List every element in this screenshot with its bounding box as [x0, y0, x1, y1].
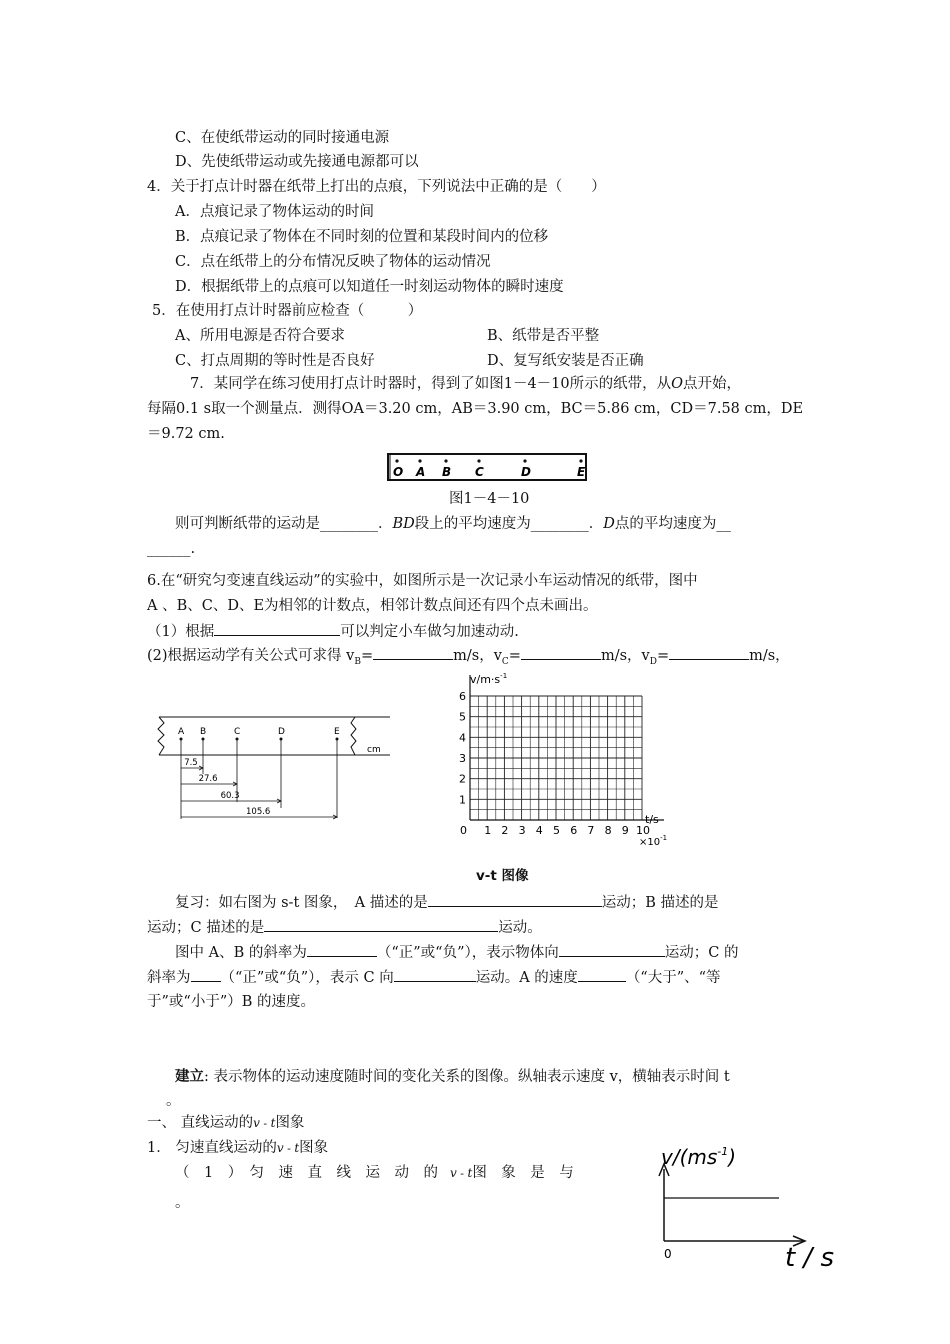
- q6-tape-label-b: B: [200, 727, 207, 737]
- vt-xtick-8: 8: [604, 824, 612, 837]
- q6-sub-c: C: [501, 656, 509, 667]
- q6-tape-torn-right: [351, 717, 356, 755]
- q6-eq-b: =: [360, 648, 374, 664]
- vt-ytick-4: 4: [459, 731, 466, 745]
- q4-option-b: B．点痕记录了物体在不同时刻的位置和某段时间内的位移: [175, 229, 549, 245]
- vt-xtick-4: 4: [535, 824, 543, 837]
- review-l4a: 斜率为: [147, 970, 191, 986]
- q7-line2: 每隔0.1 s取一个测量点．测得OA＝3.20 cm，AB＝3.90 cm，BC＝5.86 cm，CD＝7.58 cm，DE: [147, 401, 804, 417]
- q6-part1: [147, 621, 519, 642]
- vt-ylabel-sup: -1: [500, 672, 508, 680]
- review-line1: [175, 892, 718, 913]
- review-l4c: 运动。A 的速度: [475, 970, 578, 986]
- q6-tape-dist-4: 105.6: [246, 807, 271, 817]
- q7-line1a: 7．某同学在练习使用打点计时器时，得到了如图1－4－10所示的纸带，从: [190, 376, 672, 392]
- q6-eq-d: =: [656, 648, 670, 664]
- q6-tape-unit: cm: [367, 745, 381, 755]
- q7-tape-label-b: B: [442, 465, 452, 479]
- q6-part2a: (2)根据运动学有关公式可求得 v: [147, 648, 355, 664]
- vt-grid-lines: [470, 696, 642, 820]
- q7-d: D: [603, 516, 615, 532]
- q5-stem: 5．在使用打点计时器前应检查（ ）: [152, 303, 423, 319]
- vt-ytick-2: 2: [459, 772, 466, 786]
- q6-unit-b: m/s，v: [453, 648, 502, 664]
- build-label: 建立: [175, 1068, 204, 1085]
- review-line4: [147, 967, 721, 988]
- q5-option-c: C、打点周期的等时性是否良好: [175, 353, 375, 369]
- section1-heading-b: 图象: [275, 1115, 305, 1131]
- section1-v: v: [253, 1116, 260, 1130]
- q4-option-c: C．点在纸带上的分布情况反映了物体的运动情况: [175, 254, 491, 270]
- review-line2: [147, 917, 542, 938]
- vt-xtick-1: 1: [484, 824, 492, 837]
- section1-sub-t: t: [294, 1141, 300, 1155]
- section1-para: [175, 1163, 574, 1184]
- vt-xlabel: t/s: [645, 813, 659, 826]
- q6-eq-c: =: [508, 648, 521, 664]
- review-l2b: 运动。: [498, 920, 542, 936]
- vt-ylabel-text: v/m·s: [470, 673, 501, 686]
- vt-xtick-6: 6: [570, 824, 578, 837]
- q7-tape-label-d: D: [521, 465, 531, 479]
- q4-option-a: A．点痕记录了物体运动的时间: [175, 204, 374, 220]
- q3-option-c: C、在使纸带运动的同时接通电源: [175, 130, 390, 146]
- review-line5: 于”或“小于”）B 的速度。: [147, 994, 316, 1010]
- q6-sub-d: D: [649, 656, 657, 667]
- vt-xtick-10: 10: [636, 824, 650, 837]
- section1-sub: [147, 1138, 328, 1159]
- section1-sub-v: v: [276, 1141, 284, 1155]
- vt-ytick-5: 5: [459, 710, 466, 724]
- review-l3b: （“正”或“负”），表示物体向: [376, 945, 559, 961]
- q6-tape-marks: [178, 727, 340, 819]
- section1-t: t: [270, 1116, 276, 1130]
- q7-line1: [190, 374, 741, 394]
- q7-tape-dot-o: [395, 459, 398, 462]
- review-line3: [175, 942, 738, 963]
- section1-para-dash: -: [456, 1167, 468, 1180]
- q6-blank-vb[interactable]: [373, 645, 453, 660]
- q6-tape-label-d: D: [278, 727, 285, 737]
- q3-option-d: D、先使纸带运动或先接通电源都可以: [175, 154, 419, 170]
- vt-xtick-3: 3: [518, 824, 526, 837]
- vt-x-multiplier: [639, 834, 667, 848]
- section1-heading-a: 一、 直线运动的: [147, 1115, 254, 1131]
- q6-tape-label-e: E: [334, 727, 340, 737]
- q7-line3: ＝9.72 cm.: [147, 426, 225, 442]
- section1-heading: [147, 1113, 304, 1134]
- q5-option-a: A、所用电源是否符合要求: [175, 328, 345, 344]
- review-l2a: 运动；C 描述的是: [147, 920, 265, 936]
- q5-option-d: D、复写纸安装是否正确: [487, 353, 644, 369]
- q6-tape-label-c: C: [234, 727, 241, 737]
- q7-bd: BD: [392, 516, 415, 532]
- uniform-vt-xlabel: t / s: [785, 1243, 835, 1273]
- section1-para-b: 图 象 是 与: [472, 1165, 574, 1181]
- q7-tape-label-c: C: [475, 465, 484, 479]
- q6-stem1: 6.在“研究匀变速直线运动”的实验中，如图所示是一次记录小车运动情况的纸带，图中: [147, 573, 698, 589]
- q7-tape-label-o: O: [393, 465, 404, 479]
- q7-ask-line: [175, 514, 731, 534]
- section1-para-v: v: [449, 1166, 457, 1180]
- uniform-vt-ylabel-end: ): [728, 1145, 737, 1169]
- q6-blank-vd[interactable]: [669, 645, 749, 660]
- q7-tape-label-a: A: [416, 465, 426, 479]
- q6-tape-dist-2: 27.6: [198, 774, 218, 784]
- vt-xtick-7: 7: [587, 824, 595, 837]
- review-blank-cdir[interactable]: [394, 967, 476, 982]
- review-l3c: 运动；C 的: [664, 945, 739, 961]
- uniform-vt-graph: [655, 1138, 845, 1273]
- review-l1a: 复习：如右图为 s-t 图象， A 描述的是: [175, 895, 428, 911]
- uniform-vt-origin: 0: [664, 1247, 672, 1261]
- section1-dash: -: [259, 1117, 271, 1130]
- q4-option-d: D．根据纸带上的点痕可以知道任一时刻运动物体的瞬时速度: [175, 279, 564, 295]
- review-blank-cslope[interactable]: [191, 967, 221, 982]
- review-l3a: 图中 A、B 的斜率为: [175, 945, 307, 961]
- q7-tape-dot-a: [418, 459, 421, 462]
- vt-ytick-6: 6: [459, 690, 466, 703]
- q7-tape-dot-b: [444, 459, 447, 462]
- vt-chart-title: v-t 图像: [476, 868, 529, 884]
- review-l4b: （“正”或“负”），表示 C 向: [220, 970, 394, 986]
- q6-unit-d: m/s，: [749, 648, 790, 664]
- vt-ytick-3: 3: [459, 752, 466, 765]
- q7-tape-label-e: E: [577, 465, 586, 479]
- q6-tape-figure: [150, 712, 390, 824]
- section1-para-t: t: [467, 1166, 473, 1180]
- vt-xtick-5: 5: [553, 824, 560, 837]
- q6-sub-b: B: [354, 656, 361, 667]
- uniform-vt-ylabel-text: v/(ms: [661, 1145, 718, 1169]
- section1-sub-a: 1． 匀速直线运动的: [147, 1140, 277, 1156]
- review-blank-c[interactable]: [264, 917, 498, 932]
- uniform-vt-ylabel: [661, 1145, 736, 1169]
- review-blank-dir[interactable]: [559, 942, 665, 957]
- vt-xtick-2: 2: [501, 824, 509, 837]
- q6-stem2: A 、B、C、D、E为相邻的计数点，相邻计数点间还有四个点未画出。: [147, 598, 598, 614]
- q7-figure-caption: 图1－4－10: [449, 491, 530, 507]
- q6-blank-vc[interactable]: [521, 645, 601, 660]
- q6-tape-torn-left: [158, 717, 164, 755]
- vt-ytick-1: 1: [459, 793, 466, 807]
- q7-tape-dot-c: [477, 459, 480, 462]
- vt-x-multiplier-sup: -1: [660, 834, 668, 842]
- build-line: [175, 1067, 730, 1087]
- review-l1b: 运动；B 描述的是: [601, 895, 719, 911]
- q7-ask1: 则可判断纸带的运动是________．: [175, 516, 393, 532]
- q7-line1b: 点开始，: [683, 376, 742, 392]
- section1-para-a: （ 1 ） 匀 速 直 线 运 动 的: [175, 1165, 438, 1181]
- q7-tape-figure: [386, 451, 590, 484]
- review-l4d: （“大于”、“等: [625, 970, 721, 986]
- section1-para-end: 。: [175, 1195, 190, 1211]
- q7-ask4: ______.: [147, 541, 196, 557]
- vt-ylabel: [470, 672, 507, 686]
- uniform-vt-ylabel-sup: -1: [717, 1145, 729, 1158]
- review-blank-slope[interactable]: [307, 942, 377, 957]
- q7-tape-dot-e: [579, 459, 582, 462]
- q4-stem: 4．关于打点计时器在纸带上打出的点痕，下列说法中正确的是（ ）: [147, 179, 606, 195]
- q6-part1b: 可以判定小车做匀加速动动.: [340, 624, 519, 640]
- section1-sub-b: 图象: [299, 1140, 329, 1156]
- q6-tape-dist-3: 60.3: [220, 791, 240, 801]
- q7-ask2: 段上的平均速度为________．: [414, 516, 604, 532]
- build-text: : 表示物体的运动速度随时间的变化关系的图像。纵轴表示速度 v，横轴表示时间 t: [204, 1069, 730, 1085]
- vt-grid-chart: [448, 667, 683, 850]
- vt-x-multiplier-text: ×10: [639, 837, 661, 848]
- q6-blank-basis[interactable]: [214, 621, 340, 636]
- q7-ask3: 点的平均速度为__: [614, 516, 731, 532]
- q7-tape-dot-d: [523, 459, 526, 462]
- q7-point-o: O: [671, 376, 684, 392]
- q5-option-b: B、纸带是否平整: [487, 328, 600, 344]
- q6-tape-dist-1: 7.5: [184, 758, 198, 768]
- review-blank-speed[interactable]: [578, 967, 626, 982]
- q6-tape-label-a: A: [178, 727, 185, 737]
- q6-unit-c: m/s，v: [600, 648, 650, 664]
- vt-xtick-0: 0: [460, 824, 467, 837]
- vt-xtick-9: 9: [621, 824, 629, 837]
- q6-part1a: （1）根据: [147, 624, 215, 640]
- build-tail: 。: [166, 1093, 181, 1109]
- section1-sub-dash: -: [283, 1142, 295, 1155]
- review-blank-a[interactable]: [428, 892, 602, 907]
